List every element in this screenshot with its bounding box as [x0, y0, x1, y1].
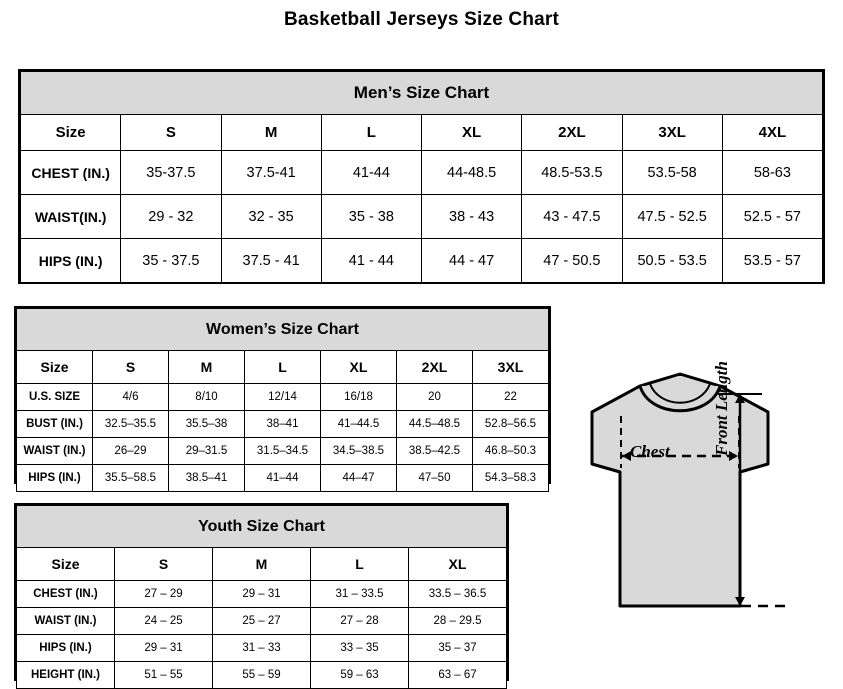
table-cell: 41 - 44	[321, 239, 421, 283]
column-header: S	[93, 351, 169, 384]
table-cell: 41–44	[245, 465, 321, 492]
table-cell: 22	[473, 384, 549, 411]
table-cell: 4/6	[93, 384, 169, 411]
row-label: WAIST (IN.)	[17, 438, 93, 465]
column-header: XL	[422, 115, 522, 151]
table-cell: 35-37.5	[121, 151, 221, 195]
table-cell: 59 – 63	[311, 662, 409, 689]
column-header: 2XL	[522, 115, 622, 151]
table-row	[17, 662, 507, 689]
column-header: 4XL	[722, 115, 822, 151]
row-label: HEIGHT (IN.)	[17, 662, 115, 689]
table-cell: 41-44	[321, 151, 421, 195]
table-cell: 29 - 32	[121, 195, 221, 239]
mens-chart-title: Men’s Size Chart	[21, 72, 823, 115]
column-header: M	[221, 115, 321, 151]
table-cell: 33 – 35	[311, 635, 409, 662]
column-header: Size	[21, 115, 121, 151]
table-row	[21, 195, 823, 239]
table-cell: 34.5–38.5	[321, 438, 397, 465]
table-cell: 47.5 - 52.5	[622, 195, 722, 239]
table-cell: 44–47	[321, 465, 397, 492]
table-cell: 38.5–42.5	[397, 438, 473, 465]
row-label: CHEST (IN.)	[21, 151, 121, 195]
column-header: M	[213, 548, 311, 581]
table-cell: 35 – 37	[409, 635, 507, 662]
column-header: XL	[321, 351, 397, 384]
table-cell: 28 – 29.5	[409, 608, 507, 635]
column-header: M	[169, 351, 245, 384]
chest-measure-label: Chest	[630, 442, 670, 461]
table-cell: 44 - 47	[422, 239, 522, 283]
table-header-row	[17, 351, 549, 384]
column-header: 3XL	[473, 351, 549, 384]
table-row	[17, 384, 549, 411]
table-cell: 41–44.5	[321, 411, 397, 438]
row-label: BUST (IN.)	[17, 411, 93, 438]
jersey-shirt-icon	[592, 374, 768, 606]
table-cell: 53.5 - 57	[722, 239, 822, 283]
table-cell: 48.5-53.5	[522, 151, 622, 195]
table-cell: 46.8–50.3	[473, 438, 549, 465]
table-cell: 8/10	[169, 384, 245, 411]
column-header: 3XL	[622, 115, 722, 151]
mens-size-table	[20, 71, 823, 283]
table-cell: 31 – 33.5	[311, 581, 409, 608]
table-row	[17, 411, 549, 438]
table-cell: 29–31.5	[169, 438, 245, 465]
row-label: U.S. SIZE	[17, 384, 93, 411]
table-cell: 52.8–56.5	[473, 411, 549, 438]
table-title-row	[17, 309, 549, 351]
table-title-row	[17, 506, 507, 548]
table-cell: 53.5-58	[622, 151, 722, 195]
table-cell: 38 - 43	[422, 195, 522, 239]
table-row	[21, 151, 823, 195]
column-header: Size	[17, 548, 115, 581]
table-cell: 27 – 29	[115, 581, 213, 608]
table-cell: 44.5–48.5	[397, 411, 473, 438]
table-header-row	[21, 115, 823, 151]
table-row	[17, 438, 549, 465]
table-cell: 35 - 38	[321, 195, 421, 239]
table-cell: 24 – 25	[115, 608, 213, 635]
table-cell: 47 - 50.5	[522, 239, 622, 283]
table-cell: 35 - 37.5	[121, 239, 221, 283]
table-cell: 35.5–38	[169, 411, 245, 438]
table-row	[17, 465, 549, 492]
table-cell: 44-48.5	[422, 151, 522, 195]
jersey-measurement-diagram	[530, 364, 830, 664]
table-cell: 29 – 31	[115, 635, 213, 662]
mens-size-chart	[18, 69, 825, 284]
table-row	[21, 239, 823, 283]
table-cell: 55 – 59	[213, 662, 311, 689]
row-label: HIPS (IN.)	[17, 635, 115, 662]
column-header: L	[311, 548, 409, 581]
womens-chart-title: Women’s Size Chart	[17, 309, 549, 351]
table-cell: 32 - 35	[221, 195, 321, 239]
table-title-row	[21, 72, 823, 115]
table-cell: 52.5 - 57	[722, 195, 822, 239]
table-row	[17, 608, 507, 635]
table-row	[17, 581, 507, 608]
column-header: L	[245, 351, 321, 384]
table-cell: 47–50	[397, 465, 473, 492]
table-cell: 20	[397, 384, 473, 411]
table-cell: 33.5 – 36.5	[409, 581, 507, 608]
column-header: S	[121, 115, 221, 151]
womens-size-table	[16, 308, 549, 492]
table-cell: 29 – 31	[213, 581, 311, 608]
table-cell: 12/14	[245, 384, 321, 411]
table-cell: 43 - 47.5	[522, 195, 622, 239]
table-cell: 25 – 27	[213, 608, 311, 635]
table-cell: 26–29	[93, 438, 169, 465]
page-title: Basketball Jerseys Size Chart	[283, 9, 560, 30]
youth-chart-title: Youth Size Chart	[17, 506, 507, 548]
row-label: HIPS (IN.)	[17, 465, 93, 492]
table-cell: 38.5–41	[169, 465, 245, 492]
table-cell: 31 – 33	[213, 635, 311, 662]
column-header: Size	[17, 351, 93, 384]
table-header-row	[17, 548, 507, 581]
table-cell: 50.5 - 53.5	[622, 239, 722, 283]
table-cell: 37.5-41	[221, 151, 321, 195]
youth-size-table	[16, 505, 507, 689]
column-header: S	[115, 548, 213, 581]
front-length-measure-label: Front Length	[712, 361, 731, 456]
table-cell: 37.5 - 41	[221, 239, 321, 283]
row-label: WAIST (IN.)	[17, 608, 115, 635]
table-cell: 27 – 28	[311, 608, 409, 635]
table-cell: 63 – 67	[409, 662, 507, 689]
table-cell: 51 – 55	[115, 662, 213, 689]
column-header: XL	[409, 548, 507, 581]
row-label: CHEST (IN.)	[17, 581, 115, 608]
row-label: HIPS (IN.)	[21, 239, 121, 283]
column-header: 2XL	[397, 351, 473, 384]
table-cell: 54.3–58.3	[473, 465, 549, 492]
table-cell: 16/18	[321, 384, 397, 411]
table-cell: 58-63	[722, 151, 822, 195]
row-label: WAIST(IN.)	[21, 195, 121, 239]
column-header: L	[321, 115, 421, 151]
table-cell: 38–41	[245, 411, 321, 438]
womens-size-chart	[14, 306, 551, 484]
table-cell: 32.5–35.5	[93, 411, 169, 438]
table-cell: 35.5–58.5	[93, 465, 169, 492]
table-row	[17, 635, 507, 662]
youth-size-chart	[14, 503, 509, 681]
table-cell: 31.5–34.5	[245, 438, 321, 465]
